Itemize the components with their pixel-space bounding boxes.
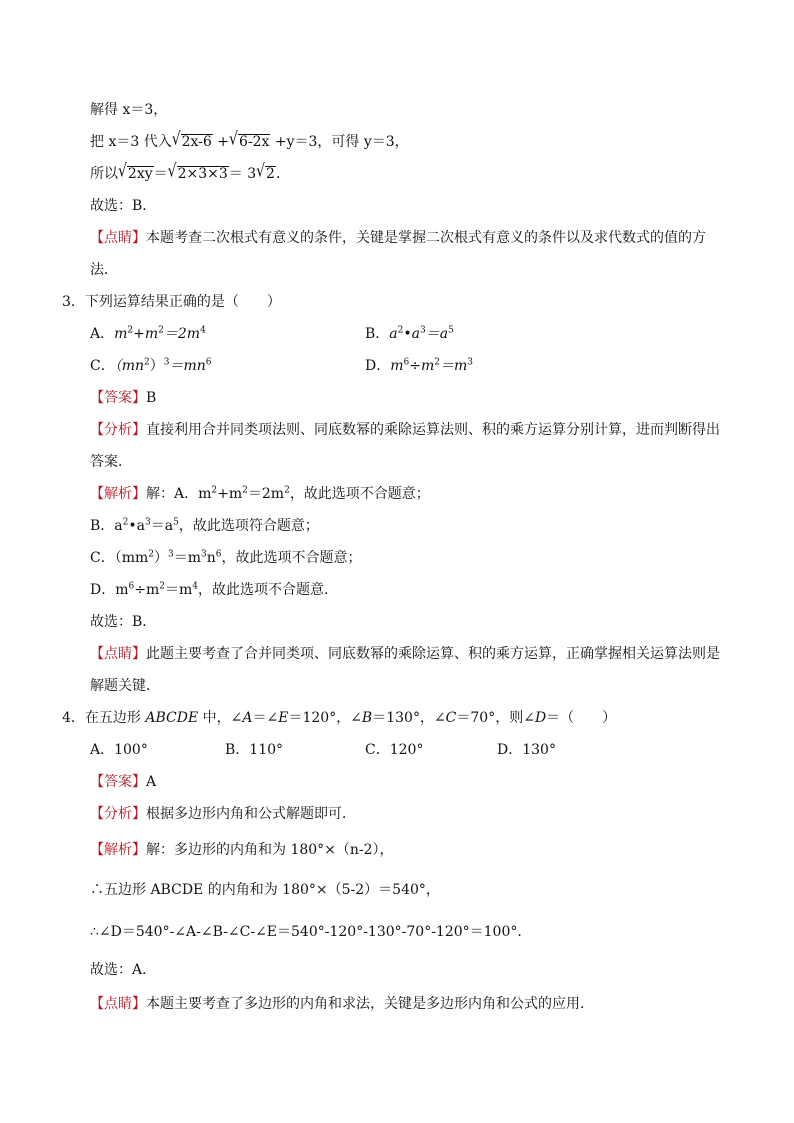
choose-line: 故选：A． bbox=[90, 962, 157, 978]
option-c: C．120° bbox=[365, 742, 424, 758]
analysis-line: 答案． bbox=[90, 454, 132, 470]
choose-line: 故选：B． bbox=[90, 198, 157, 214]
answer-tag: 【答案】 bbox=[90, 774, 146, 790]
question-stem: 4．在五边形 ABCDE 中，∠A＝∠E＝120°，∠B＝130°，∠C＝70°，则∠D＝（ ） bbox=[62, 710, 617, 726]
option-a: A．$m^2+m^2=2m^4$ bbox=[90, 325, 206, 342]
answer-value: B bbox=[146, 390, 157, 406]
solution-line: D．$m^6\div m^2=m^4$，故此选项不合题意． bbox=[90, 581, 338, 598]
analysis-line: 【分析】直接利用合并同类项法则、同底数幂的乘除运算法则、积的乘方运算分别计算，进而判断得出 bbox=[90, 422, 720, 438]
choose-line: 故选：B． bbox=[90, 614, 157, 630]
answer-line bbox=[90, 772, 156, 792]
sqrt-expression: √2×3×3 bbox=[167, 161, 228, 182]
option-d: D．130° bbox=[497, 742, 556, 758]
sqrt-expression: √2xy bbox=[118, 161, 153, 182]
answer-value: A bbox=[146, 774, 157, 790]
solution-line: ∴∠D＝540°-∠A-∠B-∠C-∠E＝540°-120°-130°-70°-120°＝100°． bbox=[90, 924, 532, 940]
solution-line: 所以√2xy＝√2×3×3＝ 3√2． bbox=[90, 161, 290, 182]
tip-tag: 【点睛】 bbox=[90, 996, 146, 1012]
solution-line: 【解析】解：A．$m^2+m^2=2m^2$，故此选项不合题意； bbox=[90, 485, 430, 502]
tip-tag: 【点睛】 bbox=[90, 230, 146, 246]
analysis-tag: 【分析】 bbox=[90, 422, 146, 438]
solution-tag: 【解析】 bbox=[90, 842, 146, 858]
solution-tag: 【解析】 bbox=[90, 486, 146, 502]
tip-line: 【点睛】本题主要考查了多边形的内角和求法，关键是多边形内角和公式的应用． bbox=[90, 996, 594, 1012]
solution-line: 把 x＝3 代入√2x-6 +√6-2x +y＝3，可得 y＝3， bbox=[90, 129, 409, 150]
tip-line: 【点睛】本题考查二次根式有意义的条件，关键是掌握二次根式有意义的条件以及求代数式的值的方 bbox=[90, 230, 706, 246]
sqrt-expression: √6-2x bbox=[229, 129, 270, 150]
sqrt-expression: √2x-6 bbox=[171, 129, 212, 150]
option-c: C．$(mn^2)^3=mn^6$ bbox=[90, 357, 212, 374]
solution-line: B．$a^2•a^3=a^5$，故此选项符合题意； bbox=[90, 517, 319, 534]
solution-line: ∴五边形 ABCDE 的内角和为 180°×（5-2）＝540°， bbox=[90, 882, 440, 898]
analysis-tag: 【分析】 bbox=[90, 806, 146, 822]
question-stem: 3．下列运算结果正确的是（ ） bbox=[62, 294, 281, 310]
option-a: A．100° bbox=[90, 742, 148, 758]
analysis-line: 【分析】根据多边形内角和公式解题即可． bbox=[90, 806, 356, 822]
sqrt-expression: √2 bbox=[256, 161, 275, 182]
tip-tag: 【点睛】 bbox=[90, 646, 146, 662]
solution-line: C．$(mm^2)^3=m^3n^6$，故此选项不合题意； bbox=[90, 549, 362, 566]
solution-line: 解得 x＝3， bbox=[90, 102, 168, 118]
option-b: B．$a^2•a^3=a^5$ bbox=[365, 325, 454, 342]
answer-line bbox=[90, 388, 156, 408]
tip-line: 解题关键． bbox=[90, 678, 160, 694]
option-d: D．$m^6\div m^2=m^3$ bbox=[365, 357, 474, 374]
option-b: B．110° bbox=[225, 742, 284, 758]
answer-tag: 【答案】 bbox=[90, 390, 146, 406]
tip-line: 法． bbox=[90, 262, 118, 278]
tip-line: 【点睛】此题主要考查了合并同类项、同底数幂的乘除运算、积的乘方运算，正确掌握相关运算法则是 bbox=[90, 646, 720, 662]
solution-line: 【解析】解：多边形的内角和为 180°×（n-2）， bbox=[90, 842, 394, 858]
